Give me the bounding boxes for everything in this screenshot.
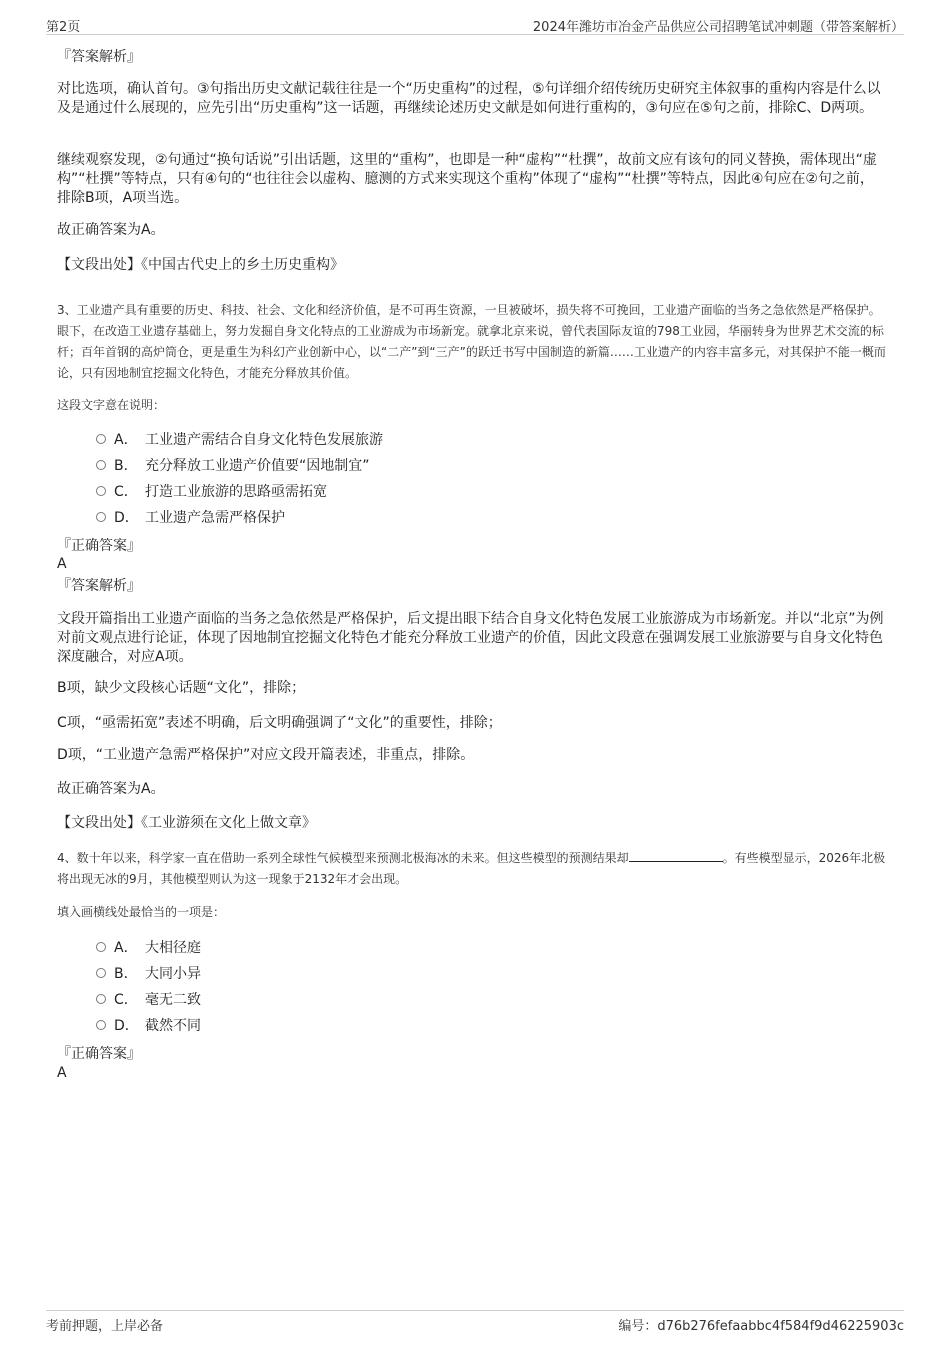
q3-answer-label: 『正确答案』 <box>57 538 141 554</box>
radio-icon[interactable] <box>96 1020 106 1030</box>
radio-icon[interactable] <box>96 434 106 444</box>
q3-prompt: 这段文字意在说明： <box>57 398 166 412</box>
footer-slogan: 考前押题，上岸必备 <box>46 1319 164 1334</box>
q3-option-c[interactable]: C． 打造工业旅游的思路亟需拓宽 <box>96 482 327 502</box>
document-code: 编号：d76b276fefaabbc4f584f9d46225903c <box>618 1319 904 1334</box>
q3-stem: 3、工业遗产具有重要的历史、科技、社会、文化和经济价值，是不可再生资源，一旦被破坏，损失将不可挽回，工业遗产面临的当务之急依然是严格保护。眼下，在改造工业遗存基础上，努力发掘自身文化特点的工业游成为市场新宠。就拿北京来说，曾代表国际友谊的798工业园，华丽转身为世界艺术交流的标杆；百年首钢的高炉筒仓，更是重生为科幻产业创新中心，以“二产”到“三产”的跃迁书写中国制造的新篇……工业遗产的内容丰富多元，对其保护不能一概而论，只有因地制宜挖掘文化特色，才能充分释放其价值。 <box>57 303 886 380</box>
page-header <box>46 14 904 35</box>
page-footer <box>46 1310 904 1335</box>
q3-answer: A <box>57 556 67 572</box>
document-title: 2024年潍坊市冶金产品供应公司招聘笔试冲刺题（带答案解析） <box>532 20 904 35</box>
q3-source: 【文段出处】《工业游须在文化上做文章》 <box>57 815 316 831</box>
q3-option-b[interactable]: B． 充分释放工业遗产价值要“因地制宜” <box>96 456 370 476</box>
fill-blank <box>629 849 723 862</box>
q4-option-b[interactable]: B． 大同小异 <box>96 964 201 984</box>
radio-icon[interactable] <box>96 968 106 978</box>
q3-analysis-para1: 文段开篇指出工业遗产面临的当务之急依然是严格保护，后文提出眼下结合自身文化特色发展工业旅游成为市场新宠。并以“北京”为例对前文观点进行论证，体现了因地制宜挖掘文化特色才能充分释放工业遗产的价值，因此文段意在强调发展工业旅游要与自身文化特色深度融合，对应A项。 <box>57 611 884 665</box>
q2-analysis-para1: 对比选项，确认首句。③句指出历史文献记载往往是一个“历史重构”的过程，⑤句详细介绍传统历史研究主体叙事的重构内容是什么以及是通过什么展现的，应先引出“历史重构”这一话题，再继续论述历史文献是如何进行重构的，③句应在⑤句之前，排除C、D两项。 <box>57 81 881 116</box>
q3-analysis-c: C项，“亟需拓宽”表述不明确，后文明确强调了“文化”的重要性，排除； <box>57 715 502 731</box>
q3-option-a[interactable]: A． 工业遗产需结合自身文化特色发展旅游 <box>96 430 383 450</box>
q3-conclusion: 故正确答案为A。 <box>57 781 165 797</box>
radio-icon[interactable] <box>96 512 106 522</box>
q4-answer-label: 『正确答案』 <box>57 1046 141 1062</box>
q2-analysis-label: 『答案解析』 <box>57 49 141 65</box>
radio-icon[interactable] <box>96 460 106 470</box>
page-number: 第2页 <box>46 20 81 35</box>
q3-analysis-b: B项，缺少文段核心话题“文化”，排除； <box>57 680 306 696</box>
q3-analysis-d: D项，“工业遗产急需严格保护”对应文段开篇表述，非重点，排除。 <box>57 747 475 763</box>
q4-prompt: 填入画横线处最恰当的一项是： <box>57 905 226 919</box>
q4-stem: 4、数十年以来，科学家一直在借助一系列全球性气候模型来预测北极海冰的未来。但这些模型的预测结果却 。有些模型显示，2026年北极将出现无冰的9月，其他模型则认为这一现象于2132年才会出现。 <box>57 851 886 886</box>
radio-icon[interactable] <box>96 486 106 496</box>
q3-option-d[interactable]: D． 工业遗产急需严格保护 <box>96 508 285 528</box>
q2-source: 【文段出处】《中国古代史上的乡土历史重构》 <box>57 257 344 273</box>
q4-option-c[interactable]: C． 毫无二致 <box>96 990 201 1010</box>
radio-icon[interactable] <box>96 994 106 1004</box>
q2-analysis-para2: 继续观察发现，②句通过“换句话说”引出话题，这里的“重构”，也即是一种“虚构”“杜撰”，故前文应有该句的同义替换，需体现出“虚构”“杜撰”等特点，只有④句的“也往往会以虚构、臆测的方式来实现这个重构”体现了“虚构”“杜撰”等特点，因此④句应在②句之前，排除B项，A项当选。 <box>57 152 877 206</box>
q4-answer: A <box>57 1065 67 1081</box>
radio-icon[interactable] <box>96 942 106 952</box>
q4-option-a[interactable]: A． 大相径庭 <box>96 938 201 958</box>
q3-analysis-label: 『答案解析』 <box>57 578 141 594</box>
q4-option-d[interactable]: D． 截然不同 <box>96 1016 201 1036</box>
q2-conclusion: 故正确答案为A。 <box>57 222 165 238</box>
